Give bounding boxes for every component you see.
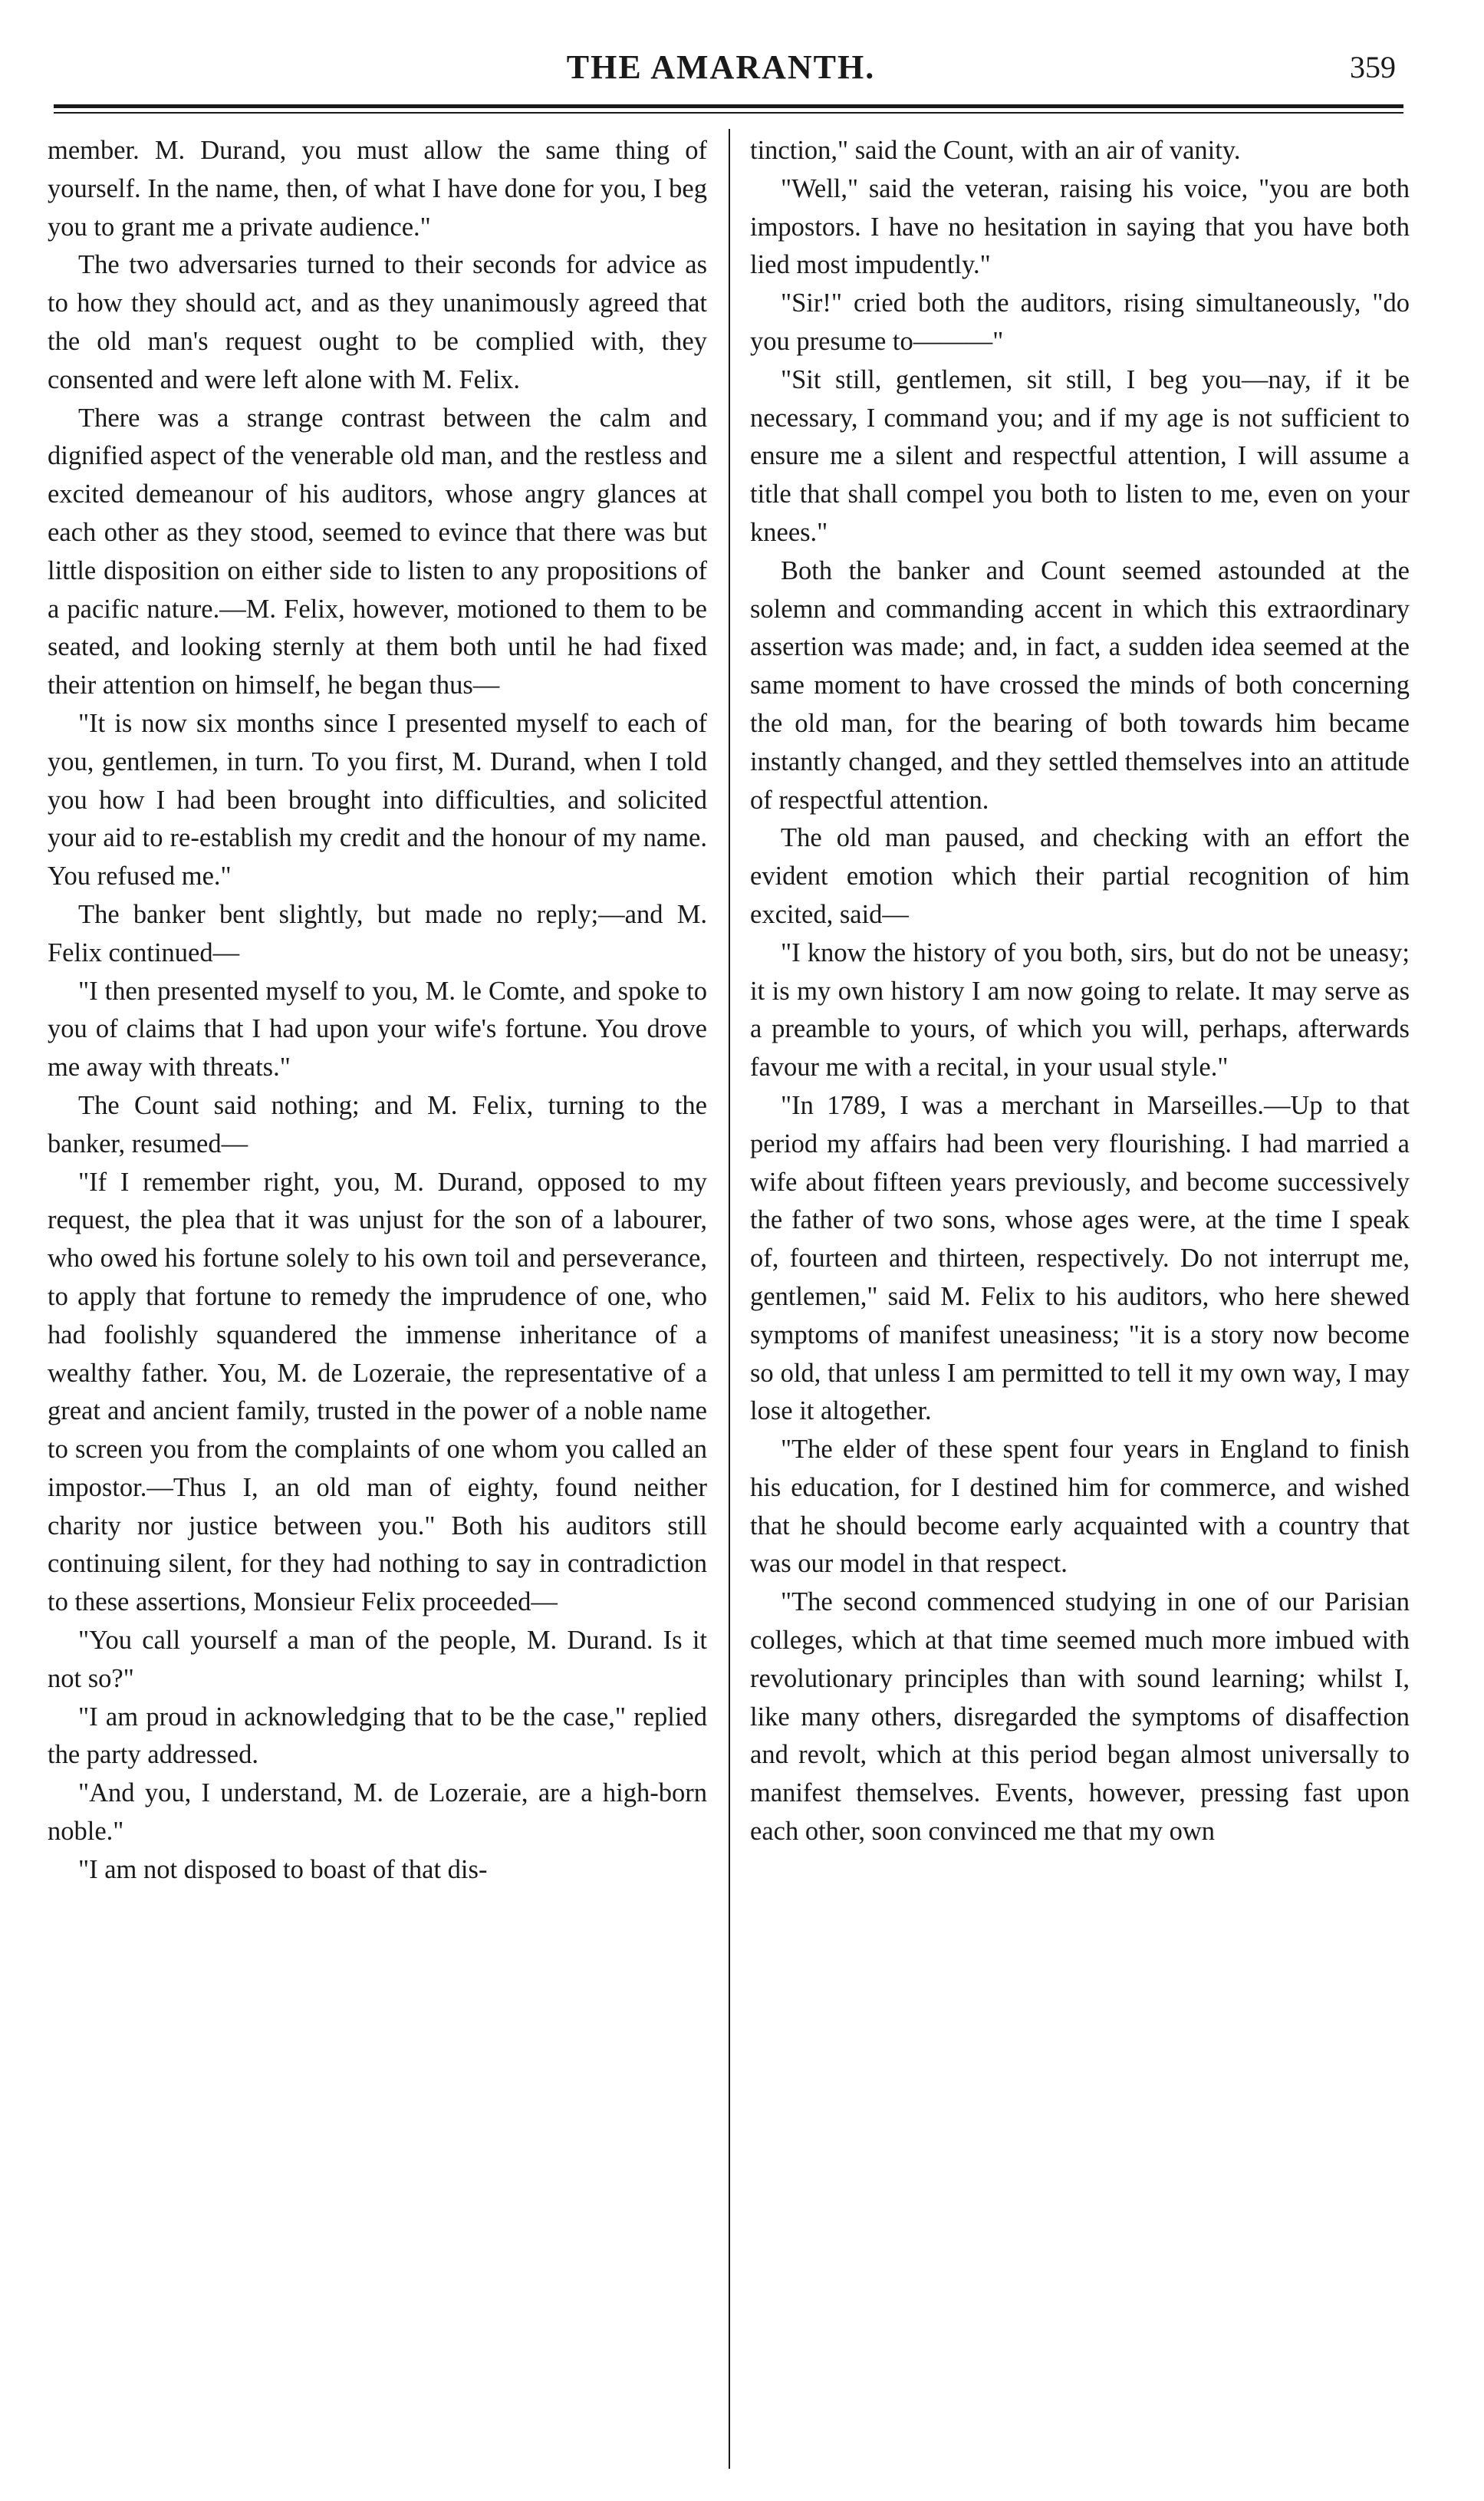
left-column — [48, 132, 707, 1890]
paragraph: "I know the history of you both, sirs, but do not be uneasy; it is my own history I am now going to relate. It may serve as a preamble to yours, of which you will, perhaps, afterwards favour me with a recital, in your usual style." — [750, 937, 1410, 1082]
paragraph: Both the banker and Count seemed astounded at the solemn and commanding accent in which this extraordinary assertion was made; and, in fact, a sudden idea seemed at the same moment to have crossed the minds of both concerning the old man, for the bearing of both towards him became instantly changed, and they settled themselves into an attitude of respectful attention. — [750, 555, 1410, 815]
paragraph: The Count said nothing; and M. Felix, turning to the banker, resumed— — [48, 1090, 707, 1158]
paragraph: "The elder of these spent four years in England to finish his education, for I destined him for commerce, and wished that he should become early acquainted with a country that was our model in that respect. — [750, 1435, 1410, 1579]
page-number: 359 — [1350, 50, 1396, 84]
paragraph: "I am proud in acknowledging that to be the case," replied the party addressed. — [48, 1702, 707, 1770]
column-divider — [729, 129, 730, 2469]
paragraph: The old man paused, and checking with an effort the evident emotion which their partial recognition of him excited, said— — [750, 823, 1410, 929]
paragraph: "In 1789, I was a merchant in Marseilles.—Up to that period my affairs had been very flourishing. I had married a wife about fifteen years previously, and become successively the father of two sons, whose ages were, at the time I speak of, fourteen and thirteen, respectively. Do not interrupt me, gentlemen," said M. Felix to his auditors, who here shewed symptoms of manifest uneasiness; "it is a story now become so old, that unless I am permitted to tell it my own way, I may lose it altogether. — [750, 1090, 1410, 1426]
paragraph: There was a strange contrast between the calm and dignified aspect of the venerable old man, and the restless and excited demeanour of his auditors, whose angry glances at each other as they stood, seemed to evince that there was but little disposition on either side to listen to any propositions of a pacific nature.—M. Felix, however, motioned to them to be seated, and looking sternly at them both until he had fixed their attention on himself, he began thus— — [48, 403, 707, 700]
paragraph: "And you, I understand, M. de Lozeraie, are a high-born noble." — [48, 1778, 707, 1847]
paragraph: tinction," said the Count, with an air of vanity. — [750, 136, 1241, 165]
paragraph: "I am not disposed to boast of that dis- — [78, 1854, 488, 1884]
paragraph: "Sir!" cried both the auditors, rising simultaneously, "do you presume to———" — [750, 288, 1410, 356]
paragraph: "Well," said the veteran, raising his voice, "you are both impostors. I have no hesitation in saying that you have both lied most impudently." — [750, 173, 1410, 280]
paragraph: "I then presented myself to you, M. le Comte, and spoke to you of claims that I had upon your wife's fortune. You drove me away with threats." — [48, 976, 707, 1082]
journal-title: THE AMARANTH. — [566, 48, 876, 86]
paragraph: "If I remember right, you, M. Durand, opposed to my request, the plea that it was unjust for the son of a labourer, who owed his fortune solely to his own toil and perseverance, to apply that fortune to remedy the imprudence of one, who had foolishly squandered the immense inheritance of a wealthy father. You, M. de Lozeraie, the representative of a great and ancient family, trusted in the power of a noble name to screen you from the complaints of one whom you called an impostor.—Thus I, an old man of eighty, found neither charity nor justice between you." Both his auditors still continuing silent, for they had nothing to say in contradiction to these assertions, Monsieur Felix proceeded— — [48, 1167, 707, 1617]
header-rule-thick — [54, 104, 1403, 108]
running-head — [46, 48, 1396, 101]
header-rule-thin — [54, 112, 1403, 114]
paragraph: member. M. Durand, you must allow the same thing of yourself. In the name, then, of what I have done for you, I beg you to grant me a private audience." — [48, 136, 707, 242]
right-column — [750, 132, 1410, 1851]
paragraph: The banker bent slightly, but made no reply;—and M. Felix continued— — [48, 899, 707, 967]
paragraph: "Sit still, gentlemen, sit still, I beg you—nay, if it be necessary, I command you; and if my age is not sufficient to ensure me a silent and respectful attention, I will assume a title that shall compel you both to listen to me, even on your knees." — [750, 364, 1410, 547]
paragraph: The two adversaries turned to their seconds for advice as to how they should act, and as they unanimously agreed that the old man's request ought to be complied with, they consented and were left alone with M. Felix. — [48, 250, 707, 394]
paragraph: "The second commenced studying in one of our Parisian colleges, which at that time seemed much more imbued with revolutionary principles than with sound learning; whilst I, like many others, disregarded the symptoms of disaffection and revolt, which at this period began almost universally to manifest themselves. Events, however, pressing fast upon each other, soon convinced me that my own — [750, 1587, 1410, 1847]
paragraph: "It is now six months since I presented myself to each of you, gentlemen, in turn. To you first, M. Durand, when I told you how I had been brought into difficulties, and solicited your aid to re-establish my credit and the honour of my name. You refused me." — [48, 708, 707, 891]
paragraph: "You call yourself a man of the people, M. Durand. Is it not so?" — [48, 1626, 707, 1693]
